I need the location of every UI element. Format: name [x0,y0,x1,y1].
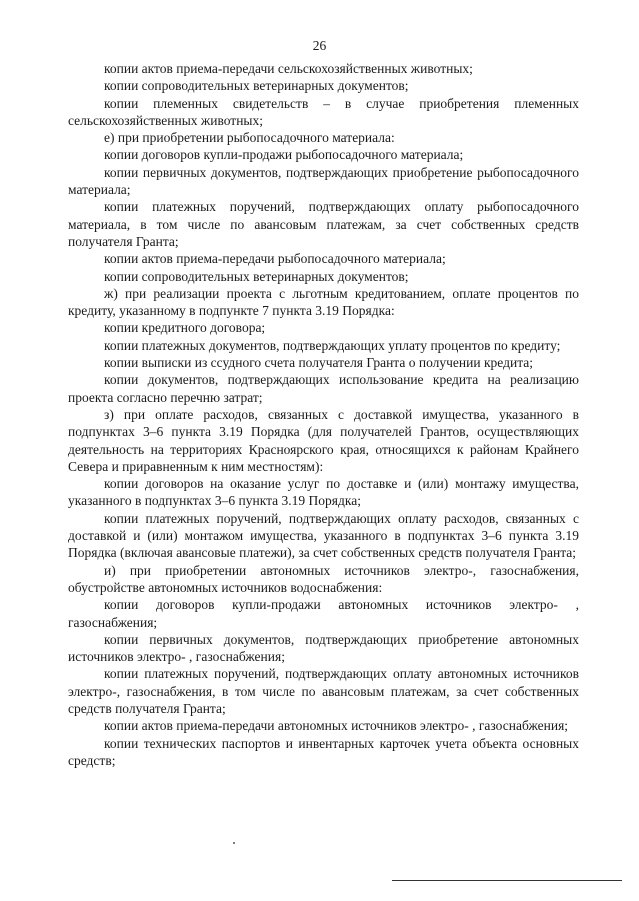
paragraph: копии договоров на оказание услуг по доставке и (или) монтажу имущества, указанного в подпунктах 3–6 пункта 3.19 Порядка; [68,476,579,509]
paragraph: копии племенных свидетельств – в случае приобретения племенных сельскохозяйственных животных; [68,95,579,128]
paragraph: копии договоров купли-продажи рыбопосадочного материала; [104,147,464,163]
paragraph: копии выписки из ссудного счета получателя Гранта о получении кредита; [104,355,534,371]
paragraph: копии актов приема-передачи сельскохозяйственных животных; [104,61,473,76]
paragraph: копии технических паспортов и инвентарных карточек учета объекта основных средств; [68,735,579,768]
paragraph: копии платежных поручений, подтверждающих оплату расходов, связанных с доставкой и (или) монтажом имущества, указанного в подпунктах 3–6 пункта 3.19 Порядка (включая авансовые платежи), за счет собственных средств получателя Гранта; [68,510,579,561]
bottom-rule-line [392,880,622,881]
document-body [68,60,579,769]
paragraph: з) при оплате расходов, связанных с доставкой имущества, указанного в подпунктах 3–6 пункта 3.19 Порядка (для получателей Грантов, осуществляющих деятельность на территориях Красноярского края, относящихся к районам Крайнего Севера и приравненным к ним местностям): [68,406,579,474]
paragraph: и) при приобретении автономных источников электро-, газоснабжения, обустройстве автономных источников водоснабжения: [68,562,579,595]
paragraph: копии сопроводительных ветеринарных документов; [104,268,409,284]
paragraph: копии платежных поручений, подтверждающих оплату автономных источников электро-, газоснабжения, в том числе по авансовым платежам, за счет собственных средств получателя Гранта; [68,666,579,716]
page-number: 26 [312,38,327,53]
paragraph: копии актов приема-передачи автономных источников электро- , газоснабжения; [104,718,569,734]
paragraph: копии договоров купли-продажи автономных источников электро- , газоснабжения; [68,597,579,630]
scan-speck [233,842,235,844]
paragraph: копии актов приема-передачи рыбопосадочного материала; [104,251,446,267]
paragraph: ж) при реализации проекта с льготным кредитованием, оплате процентов по кредиту, указанному в подпункте 7 пункта 3.19 Порядка: [68,285,579,319]
paragraph: копии первичных документов, подтверждающих приобретение рыбопосадочного материала; [68,164,579,198]
paragraph: копии платежных поручений, подтверждающих оплату рыбопосадочного материала, в том числе по авансовым платежам, за счет собственных средств получателя Гранта; [68,199,579,249]
paragraph: копии первичных документов, подтверждающих приобретение автономных источников электро- , газоснабжения; [68,631,579,665]
paragraph: копии документов, подтверждающих использование кредита на реализацию проекта согласно перечню затрат; [68,372,579,405]
paragraph: е) при приобретении рыбопосадочного материала: [104,130,395,146]
paragraph: копии платежных документов, подтверждающих уплату процентов по кредиту; [104,337,561,353]
paragraph: копии кредитного договора; [104,320,266,336]
paragraph: копии сопроводительных ветеринарных документов; [104,78,409,94]
